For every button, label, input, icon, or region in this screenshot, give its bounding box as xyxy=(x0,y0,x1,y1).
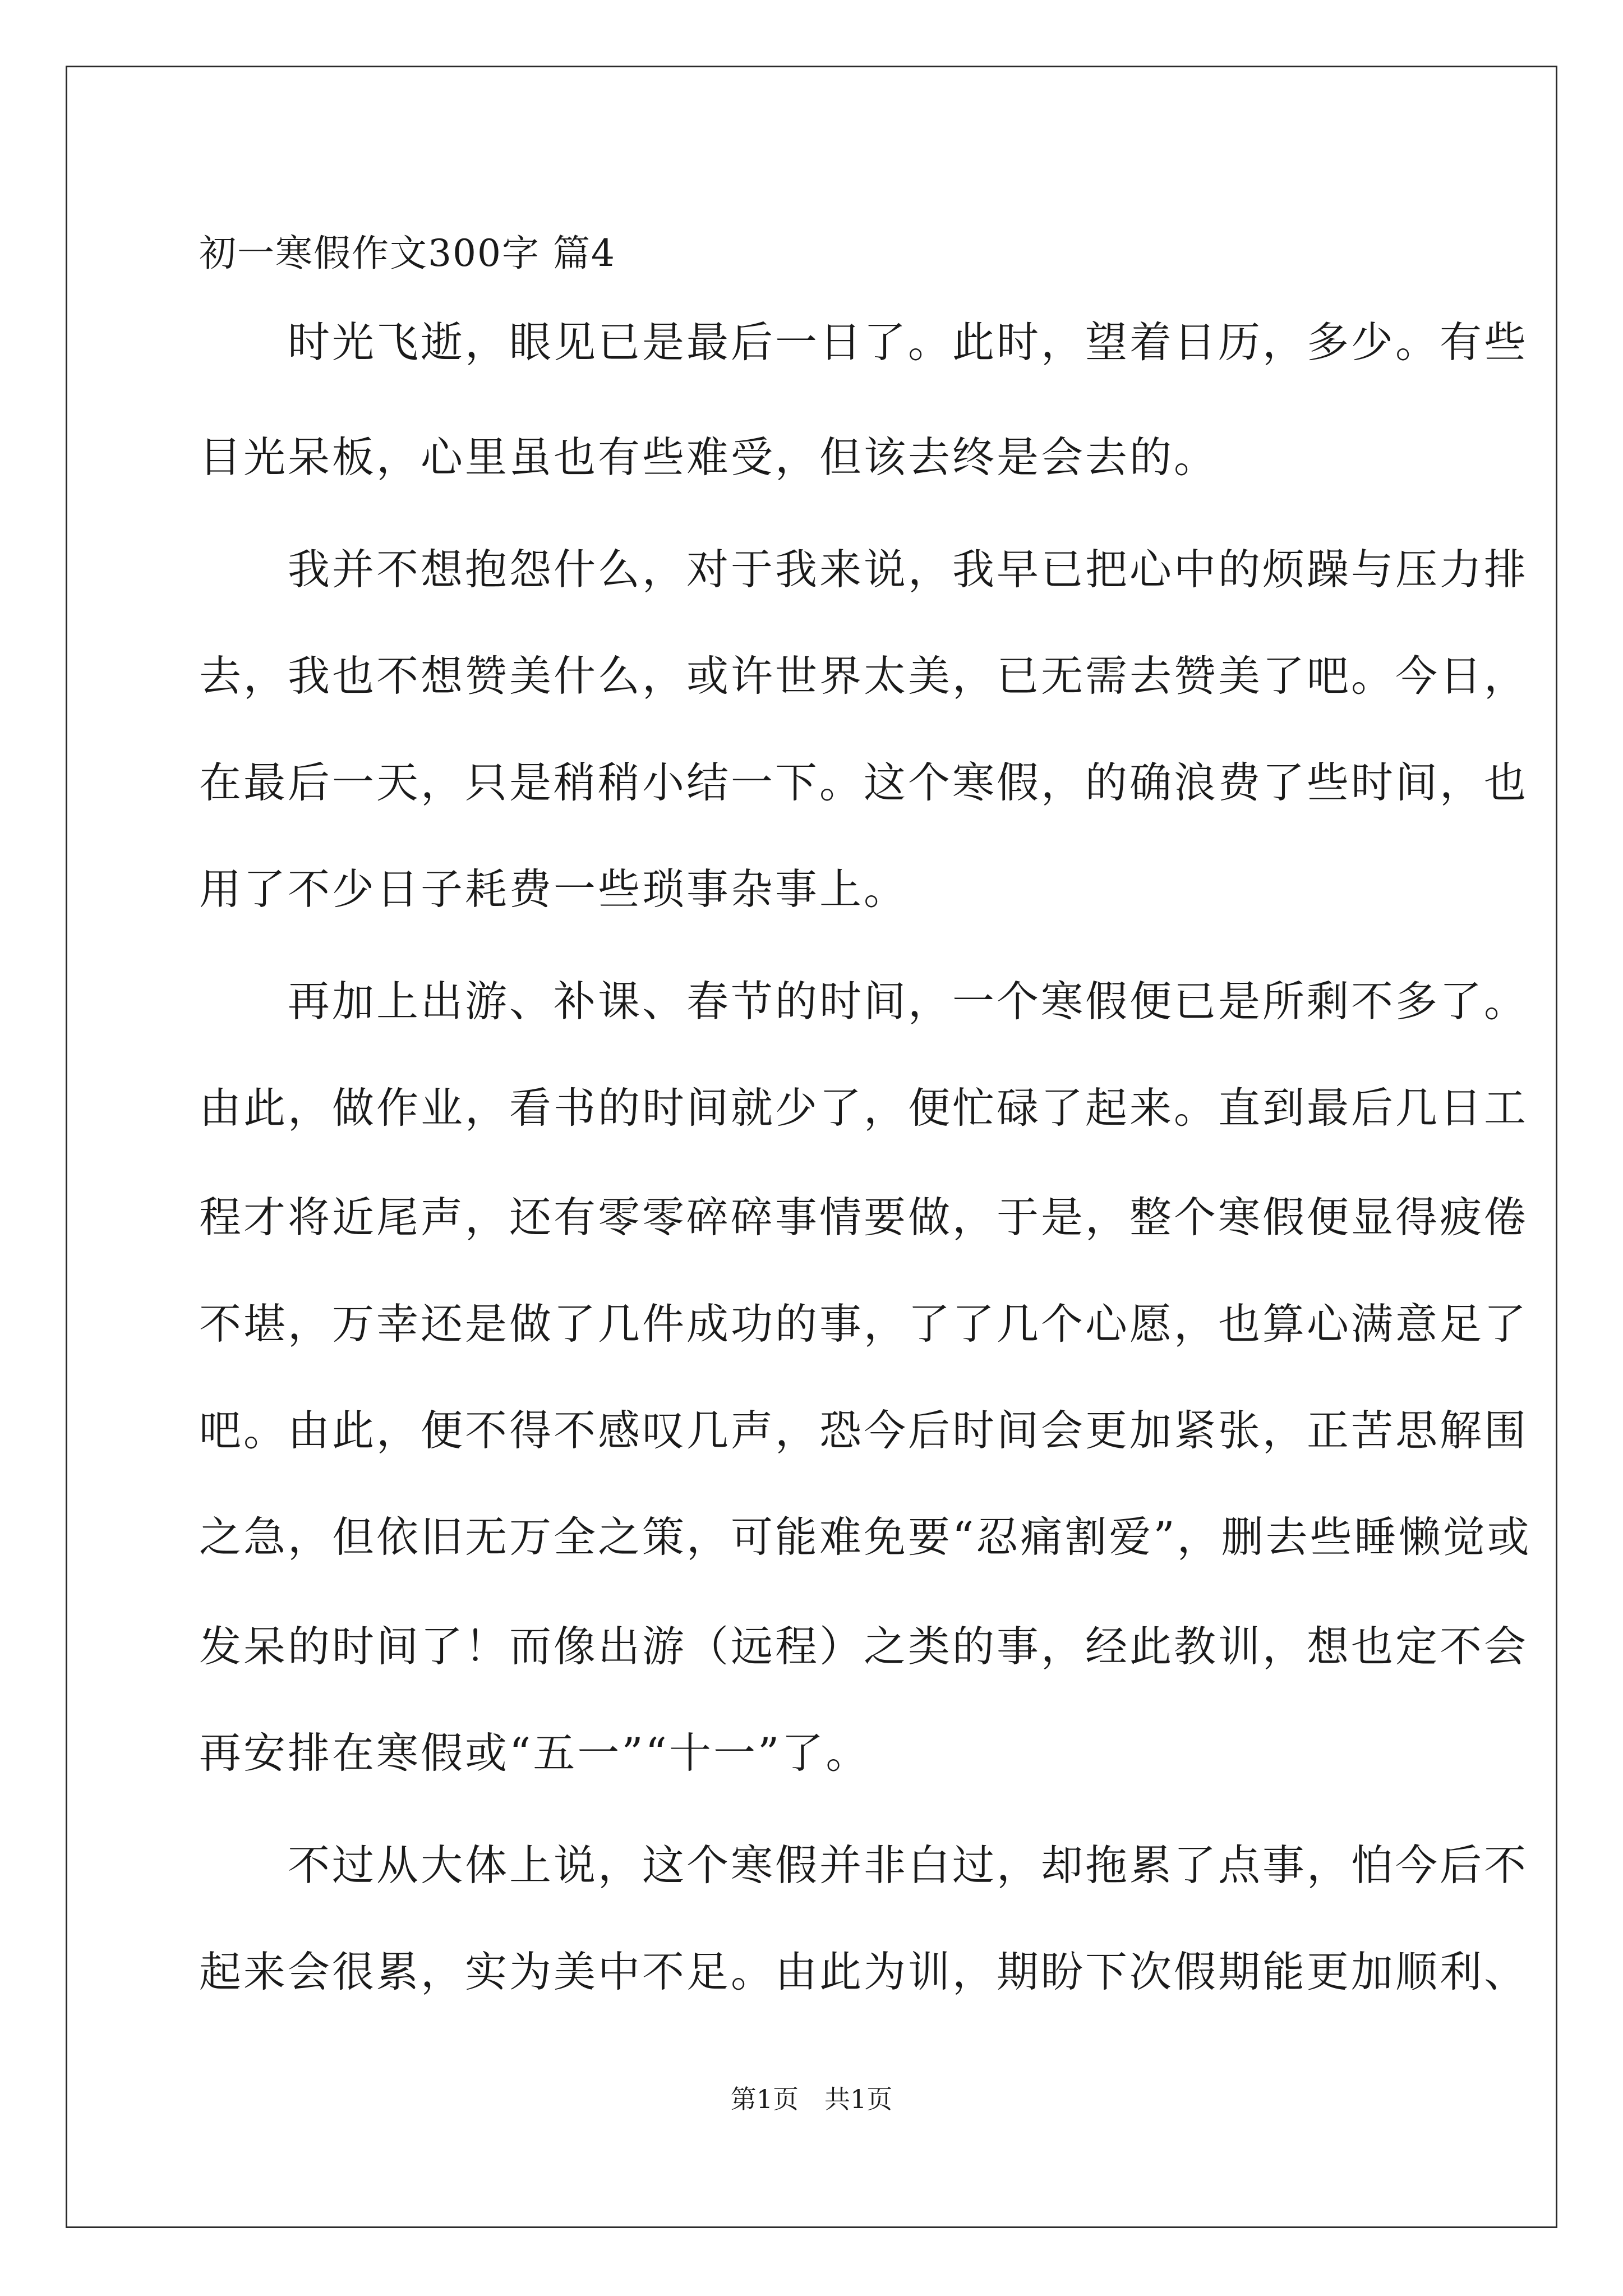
body-line: 目光呆板，心里虽也有些难受，但该去终是会去的。 xyxy=(199,432,1219,482)
body-line: 不过从大体上说，这个寒假并非白过，却拖累了点事，怕今后不 xyxy=(199,1841,1529,1890)
document-title: 初一寒假作文300字 篇4 xyxy=(199,232,616,275)
body-line: 程才将近尾声，还有零零碎碎事情要做，于是，整个寒假便显得疲倦 xyxy=(199,1193,1529,1242)
body-line: 再安排在寒假或“五一”“十一”了。 xyxy=(199,1728,870,1778)
body-line: 去，我也不想赞美什么，或许世界太美，已无需去赞美了吧。今日， xyxy=(199,651,1529,701)
body-line: 用了不少日子耗费一些琐事杂事上。 xyxy=(199,864,909,914)
body-line: 起来会很累，实为美中不足。由此为训，期盼下次假期能更加顺利、 xyxy=(199,1947,1529,1996)
body-line: 在最后一天，只是稍稍小结一下。这个寒假，的确浪费了些时间，也 xyxy=(199,758,1529,807)
page-footer: 第1页 共1页 xyxy=(730,2084,893,2114)
body-line: 之急，但依旧无万全之策，可能难免要“忍痛割爱”，删去些睡懒觉或 xyxy=(199,1512,1532,1562)
body-line: 吧。由此，便不得不感叹几声，恐今后时间会更加紧张，正苦思解围 xyxy=(199,1406,1529,1455)
body-line: 我并不想抱怨什么，对于我来说，我早已把心中的烦躁与压力排 xyxy=(199,545,1529,594)
body-line: 发呆的时间了！而像出游（远程）之类的事，经此教训，想也定不会 xyxy=(199,1622,1529,1671)
body-line: 由此，做作业，看书的时间就少了，便忙碌了起来。直到最后几日工 xyxy=(199,1083,1529,1133)
body-line: 时光飞逝，眼见已是最后一日了。此时，望着日历，多少。有些 xyxy=(199,318,1529,367)
page-border xyxy=(66,66,1557,2228)
body-line: 再加上出游、补课、春节的时间，一个寒假便已是所剩不多了。 xyxy=(199,977,1529,1026)
body-line: 不堪，万幸还是做了几件成功的事，了了几个心愿，也算心满意足了 xyxy=(199,1299,1529,1349)
